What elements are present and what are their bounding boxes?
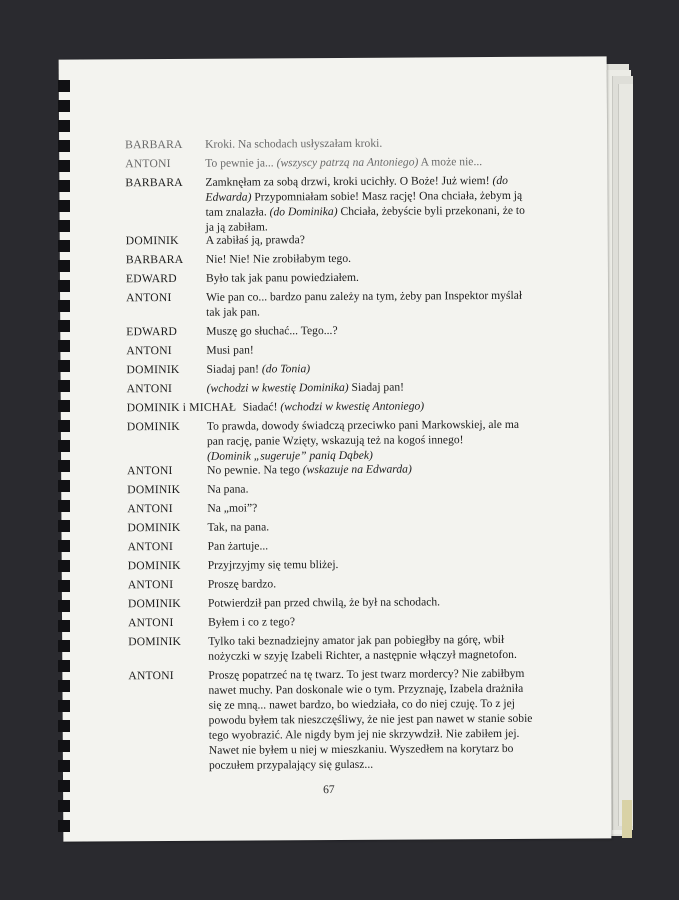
- binding-hole: [58, 640, 70, 652]
- speech-text: [243, 398, 543, 415]
- dialogue-line: [127, 518, 547, 535]
- speaker-name: BARBARA: [125, 137, 183, 152]
- speech-text: [207, 379, 537, 396]
- dialogue-line: [127, 480, 547, 497]
- page-stack-corner: [622, 800, 632, 838]
- stage-direction: (Dominik „sugeruje” panią Dąbek): [207, 448, 373, 463]
- binding-hole: [58, 200, 70, 212]
- speaker-name: ANTONI: [126, 290, 172, 305]
- speech-text: Na „moi”?: [207, 501, 258, 515]
- binding-hole: [58, 380, 70, 392]
- dialogue-line: [127, 575, 548, 592]
- binding-hole: [58, 240, 70, 252]
- binding-hole: [58, 720, 70, 732]
- speech-fragment: Chciała, żebyście byli przekonani, że to ja ją zabiłam.: [205, 203, 525, 234]
- dialogue-line: [125, 135, 545, 152]
- dialogue-line: [126, 322, 546, 339]
- speaker-name: DOMINIK: [127, 596, 181, 611]
- binding-hole: [58, 820, 70, 832]
- stage-direction: (do Dominika): [269, 204, 338, 219]
- stage-direction: (wskazuje na Edwarda): [302, 462, 412, 477]
- speaker-name: DOMINIK: [127, 520, 181, 535]
- dialogue-line: [127, 556, 548, 573]
- speech-text: Kroki. Na schodach usłyszałam kroki.: [205, 136, 383, 151]
- binding-hole: [58, 140, 70, 152]
- speaker-name: DOMINIK i MICHAŁ: [126, 400, 237, 415]
- spiral-binding: [58, 80, 70, 840]
- dialogue-line: [125, 231, 546, 248]
- speech-text: Byłem i co z tego?: [208, 615, 296, 629]
- speaker-name: DOMINIK: [127, 558, 181, 573]
- speech-text: Wie pan co... bardzo panu zależy na tym, żeby pan Inspektor myślał tak jak pan.: [206, 288, 523, 319]
- dialogue-line: [128, 632, 548, 663]
- binding-hole: [58, 580, 70, 592]
- binding-hole: [58, 520, 70, 532]
- dialogue-line: [128, 613, 548, 630]
- speech-text: Pan żartuje...: [207, 539, 269, 553]
- speech-fragment: Siadaj pan!: [206, 362, 262, 376]
- binding-hole: [58, 160, 70, 172]
- binding-hole: [58, 760, 70, 772]
- speech-fragment: A może nie...: [418, 155, 483, 169]
- speech-text: Nie! Nie! Nie zrobiłabym tego.: [205, 251, 352, 266]
- dialogue-line: [127, 537, 548, 554]
- binding-hole: [58, 340, 70, 352]
- binding-hole: [58, 480, 70, 492]
- binding-hole: [58, 220, 70, 232]
- binding-hole: [58, 360, 70, 372]
- binding-hole: [58, 600, 70, 612]
- dialogue-line: [127, 461, 547, 478]
- binding-hole: [58, 740, 70, 752]
- binding-hole: [58, 620, 70, 632]
- dialogue-line: [126, 379, 547, 396]
- page-stack-edge: [618, 84, 633, 826]
- speech-text: [205, 173, 535, 235]
- speaker-name: ANTONI: [125, 156, 171, 171]
- speech-text: Muszę go słuchać... Tego...?: [206, 323, 338, 338]
- binding-hole: [58, 800, 70, 812]
- speech-text: Tak, na pana.: [207, 520, 270, 534]
- dialogue-line: [126, 341, 546, 358]
- speaker-name: ANTONI: [127, 501, 173, 516]
- speaker-name: ANTONI: [127, 463, 173, 478]
- stage-direction: (do Edwarda): [205, 173, 508, 204]
- speech-text: [206, 360, 536, 377]
- stage-direction: (do Tonia): [261, 362, 311, 376]
- binding-hole: [58, 700, 70, 712]
- speech-text: Przyjrzyjmy się temu bliżej.: [207, 557, 339, 572]
- dialogue-line: [126, 360, 546, 377]
- binding-hole: [58, 540, 70, 552]
- speech-fragment: Zamknęłam za sobą drzwi, kroki ucichły. O Boże! Już wiem!: [205, 174, 493, 189]
- dialogue-line: [127, 499, 547, 516]
- binding-hole: [58, 180, 70, 192]
- speech-fragment: Siadać!: [242, 400, 281, 414]
- speaker-name: EDWARD: [126, 324, 178, 339]
- speaker-name: ANTONI: [126, 343, 172, 358]
- dialogue-line: [127, 594, 548, 611]
- speech-text: A zabiłaś ją, prawda?: [205, 233, 305, 247]
- stage-direction: (wchodzi w kwestię Dominika): [206, 380, 349, 395]
- binding-hole: [58, 560, 70, 572]
- binding-hole: [58, 300, 70, 312]
- stage-direction: (wszyscy patrzą na Antoniego): [276, 155, 419, 170]
- dialogue-line: [126, 398, 547, 415]
- speaker-name: EDWARD: [125, 271, 177, 286]
- speech-text: Było tak jak panu powiedziałem.: [205, 270, 359, 285]
- speaker-name: ANTONI: [126, 381, 173, 396]
- binding-hole: [58, 780, 70, 792]
- speech-text: [207, 461, 537, 478]
- binding-hole: [58, 120, 70, 132]
- binding-hole: [58, 320, 70, 332]
- binding-hole: [58, 420, 70, 432]
- speaker-name: ANTONI: [127, 577, 174, 592]
- dialogue-line: [125, 269, 546, 286]
- speech-text: [207, 417, 537, 464]
- speech-text: Musi pan!: [206, 343, 254, 357]
- dialogue-line: [126, 417, 547, 463]
- speech-text: Proszę popatrzeć na tę twarz. To jest twarz mordercy? Nie zabiłbym nawet muchy. Pan doskonale wie o tym. Przyznaję, Izabela drażniła się ze mną... nawet bardzo, bo wiedziała, co do niej czuję. To z jej powodu byłem tak nieszczęśliwy, że nie jest pan nawet w stanie sobie tego wyobrazić. Ale nigdy bym jej nie skrzywdził. Nie zabiłem jej. Nawet nie byłem u niej w mieszkaniu. Wyszedłem na korytarz bo poczułem przypalający się gulasz...: [208, 666, 533, 772]
- binding-hole: [58, 280, 70, 292]
- speech-fragment: No pewnie. Na tego: [207, 463, 303, 477]
- speech-text: [205, 154, 535, 171]
- dialogue-line: [125, 173, 545, 234]
- page-number: 67: [323, 783, 335, 797]
- speaker-name: ANTONI: [128, 668, 174, 683]
- binding-hole: [58, 660, 70, 672]
- binding-hole: [58, 500, 70, 512]
- script-dialogue: [125, 135, 545, 772]
- speech-fragment: Siadaj pan!: [348, 380, 405, 394]
- binding-hole: [58, 440, 70, 452]
- binding-hole: [58, 680, 70, 692]
- speaker-name: DOMINIK: [125, 233, 179, 248]
- speech-text: Tylko taki beznadziejny amator jak pan pobiegłby na górę, wbił nożyczki w szyję Izabeli Richter, a następnie włączył magnetofon.: [208, 632, 517, 663]
- speaker-name: DOMINIK: [126, 419, 180, 434]
- speech-text: Na pana.: [207, 482, 249, 496]
- dialogue-line: [128, 666, 548, 772]
- binding-hole: [58, 400, 70, 412]
- dialogue-line: [126, 288, 546, 319]
- document-page: [59, 56, 612, 841]
- speech-text: Proszę bardzo.: [207, 577, 277, 591]
- binding-hole: [58, 100, 70, 112]
- speaker-name: BARBARA: [125, 252, 184, 267]
- speaker-name: DOMINIK: [126, 362, 180, 377]
- speaker-name: ANTONI: [127, 539, 174, 554]
- binding-hole: [58, 260, 70, 272]
- dialogue-line: [125, 154, 545, 171]
- speech-fragment: To prawda, dowody świadczą przeciwko pani Markowskiej, ale ma pan rację, panie Wzięty, wskazują też na kogoś innego!: [206, 417, 520, 448]
- speech-fragment: To pewnie ja...: [205, 156, 277, 170]
- speech-fragment: Przypomniałam sobie! Masz rację! Ona chciała, żebym ją tam znalazła.: [205, 188, 523, 219]
- binding-hole: [58, 80, 70, 92]
- stage-direction: (wchodzi w kwestię Antoniego): [280, 399, 425, 414]
- speaker-name: DOMINIK: [127, 482, 181, 497]
- speaker-name: DOMINIK: [128, 634, 182, 649]
- speaker-name: ANTONI: [128, 615, 174, 630]
- binding-hole: [58, 460, 70, 472]
- speaker-name: BARBARA: [125, 175, 183, 190]
- speech-text: Potwierdził pan przed chwilą, że był na schodach.: [207, 595, 441, 610]
- dialogue-line: [125, 250, 546, 267]
